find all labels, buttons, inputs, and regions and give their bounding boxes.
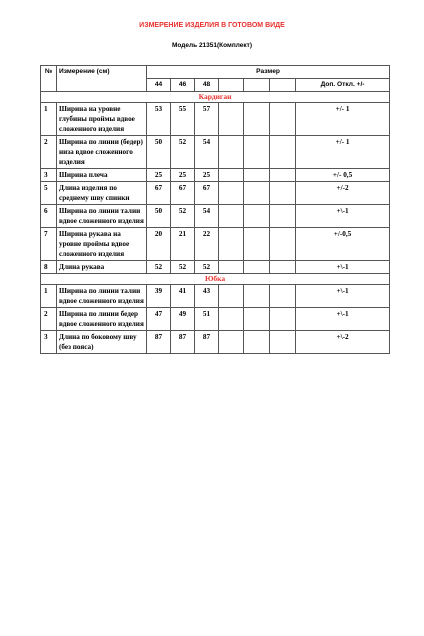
tolerance-value: +/- 1 [296, 136, 390, 169]
measurement-value: 52 [147, 261, 171, 274]
empty-cell [244, 182, 270, 205]
empty-cell [270, 261, 296, 274]
empty-cell [244, 331, 270, 354]
size-col-empty [219, 79, 244, 92]
measurement-value: 49 [171, 308, 195, 331]
table-row [41, 169, 390, 182]
measurement-name: Ширина по линии талии вдвое сложенного изделия [57, 285, 147, 308]
row-number: 6 [41, 205, 57, 228]
table-row [41, 261, 390, 274]
measurement-value: 21 [171, 228, 195, 261]
measurement-value: 43 [195, 285, 219, 308]
empty-cell [219, 308, 244, 331]
empty-cell [244, 308, 270, 331]
empty-cell [244, 261, 270, 274]
empty-cell [219, 228, 244, 261]
measurement-value: 54 [195, 136, 219, 169]
measurement-value: 52 [195, 261, 219, 274]
empty-cell [270, 169, 296, 182]
size-col-empty [244, 79, 270, 92]
measurement-value: 25 [195, 169, 219, 182]
measurement-name: Длина рукава [57, 261, 147, 274]
table-row [41, 103, 390, 136]
tolerance-value: +\-1 [296, 205, 390, 228]
measurement-value: 22 [195, 228, 219, 261]
size-col-empty [270, 79, 296, 92]
row-number: 5 [41, 182, 57, 205]
empty-cell [219, 182, 244, 205]
row-number: 3 [41, 331, 57, 354]
table-row [41, 205, 390, 228]
empty-cell [219, 331, 244, 354]
measurement-value: 54 [195, 205, 219, 228]
empty-cell [219, 169, 244, 182]
measurement-value: 47 [147, 308, 171, 331]
measurement-name: Ширина по линии (бедер) низа вдвое сложенного изделия [57, 136, 147, 169]
measurement-value: 87 [147, 331, 171, 354]
row-number: 8 [41, 261, 57, 274]
document-title: ИЗМЕРЕНИЕ ИЗДЕЛИЯ В ГОТОВОМ ВИДЕ [139, 22, 285, 29]
measurement-value: 52 [171, 261, 195, 274]
measurement-value: 53 [147, 103, 171, 136]
empty-cell [219, 136, 244, 169]
table-row [41, 331, 390, 354]
empty-cell [270, 182, 296, 205]
header-tolerance: Доп. Откл. +/- [296, 79, 390, 92]
size-col-44: 44 [147, 79, 171, 92]
empty-cell [244, 169, 270, 182]
empty-cell [219, 103, 244, 136]
empty-cell [244, 103, 270, 136]
tolerance-value: +/-2 [296, 182, 390, 205]
measurement-name: Длина изделия по среднему шву спинки [57, 182, 147, 205]
measurement-table [40, 65, 390, 354]
empty-cell [270, 308, 296, 331]
empty-cell [270, 136, 296, 169]
section-title: Юбка [41, 274, 390, 285]
measurement-value: 52 [171, 136, 195, 169]
tolerance-value: +/- 1 [296, 103, 390, 136]
measurement-value: 67 [171, 182, 195, 205]
table-row [41, 136, 390, 169]
measurement-name: Ширина по линии талии вдвое сложенного изделия [57, 205, 147, 228]
model-subtitle: Модель 21351(Комплект) [171, 42, 253, 49]
table-row [41, 308, 390, 331]
header-row [41, 66, 390, 79]
row-number: 2 [41, 136, 57, 169]
tolerance-value: +\-1 [296, 261, 390, 274]
empty-cell [270, 285, 296, 308]
measurement-value: 87 [195, 331, 219, 354]
table-row [41, 228, 390, 261]
empty-cell [244, 205, 270, 228]
size-col-46: 46 [171, 79, 195, 92]
measurement-value: 52 [171, 205, 195, 228]
measurement-name: Ширина на уровне глубины проймы вдвое сложенного изделия [57, 103, 147, 136]
empty-cell [270, 205, 296, 228]
size-col-48: 48 [195, 79, 219, 92]
measurement-value: 87 [171, 331, 195, 354]
table-row [41, 182, 390, 205]
header-num: № [41, 66, 57, 92]
measurement-name: Ширина рукава на уровне проймы вдвое сложенного изделия [57, 228, 147, 261]
measurement-name: Длина по боковому шву (без пояса) [57, 331, 147, 354]
measurement-value: 25 [147, 169, 171, 182]
empty-cell [270, 228, 296, 261]
tolerance-value: +\-1 [296, 308, 390, 331]
section-row [41, 274, 390, 285]
measurement-value: 67 [147, 182, 171, 205]
tolerance-value: +/- 0,5 [296, 169, 390, 182]
empty-cell [270, 103, 296, 136]
row-number: 3 [41, 169, 57, 182]
measurement-value: 67 [195, 182, 219, 205]
empty-cell [244, 285, 270, 308]
measurement-value: 55 [171, 103, 195, 136]
measurement-value: 41 [171, 285, 195, 308]
section-title: Кардиган [41, 92, 390, 103]
measurement-value: 50 [147, 205, 171, 228]
empty-cell [244, 136, 270, 169]
measurement-name: Ширина по линии бедер вдвое сложенного изделия [57, 308, 147, 331]
empty-cell [219, 285, 244, 308]
tolerance-value: +\-1 [296, 285, 390, 308]
measurement-value: 50 [147, 136, 171, 169]
row-number: 1 [41, 103, 57, 136]
header-size: Размер [147, 66, 390, 79]
row-number: 7 [41, 228, 57, 261]
measurement-value: 51 [195, 308, 219, 331]
measurement-value: 25 [171, 169, 195, 182]
measurement-value: 20 [147, 228, 171, 261]
empty-cell [219, 205, 244, 228]
tolerance-value: +/-0,5 [296, 228, 390, 261]
section-row [41, 92, 390, 103]
measurement-name: Ширина плеча [57, 169, 147, 182]
empty-cell [244, 228, 270, 261]
header-measure: Измерение (см) [57, 66, 147, 92]
row-number: 1 [41, 285, 57, 308]
measurement-value: 57 [195, 103, 219, 136]
empty-cell [219, 261, 244, 274]
empty-cell [270, 331, 296, 354]
tolerance-value: +\-2 [296, 331, 390, 354]
table-row [41, 285, 390, 308]
measurement-value: 39 [147, 285, 171, 308]
row-number: 2 [41, 308, 57, 331]
